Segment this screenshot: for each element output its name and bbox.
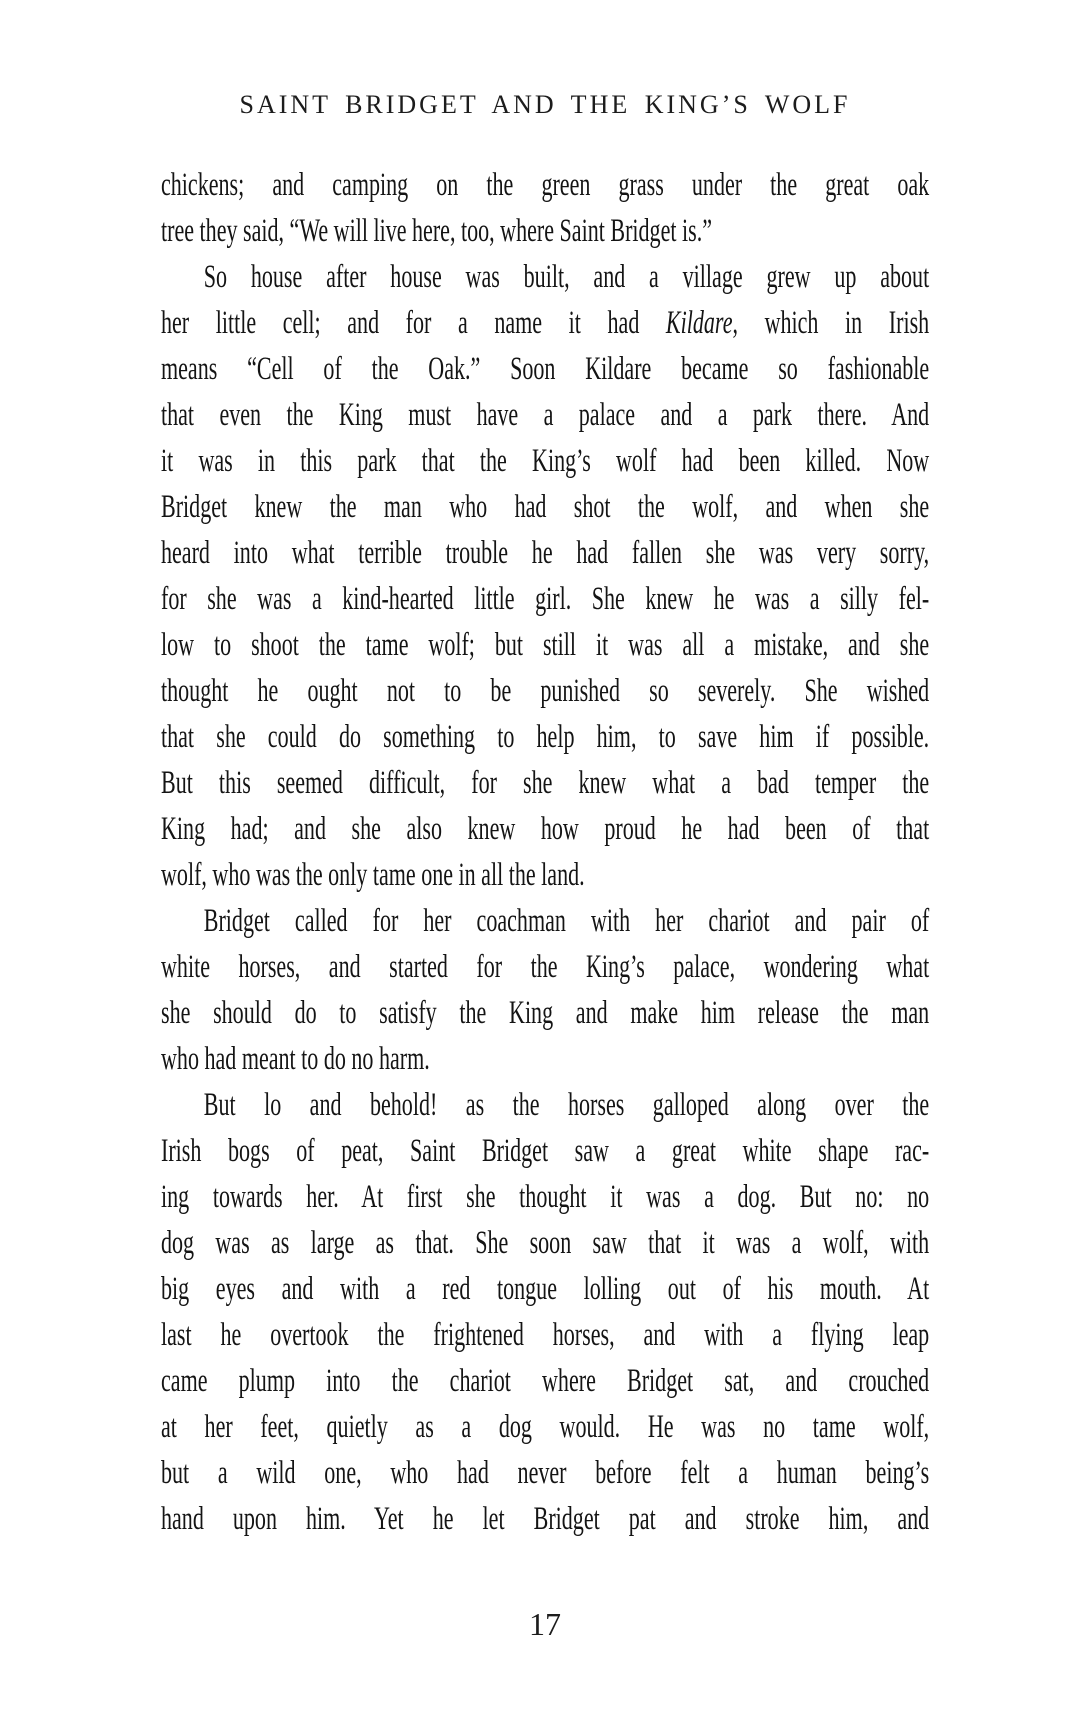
page-number: 17 <box>529 1606 561 1642</box>
text-line: she should do to satisfy the King and make him release the man <box>161 995 930 1031</box>
text-line: Bridget called for her coachman with her chariot and pair of <box>203 903 930 939</box>
body-text <box>161 162 929 1542</box>
text-line: that she could do something to help him, to save him if possible. <box>161 719 930 755</box>
text-line: wolf, who was the only tame one in all the land. <box>161 857 585 893</box>
text-line: Irish bogs of peat, Saint Bridget saw a great white shape rac- <box>161 1133 930 1169</box>
running-head: SAINT BRIDGET AND THE KING’S WOLF <box>239 90 851 119</box>
text-line: white horses, and started for the King’s palace, wondering what <box>161 949 930 985</box>
text-line: But this seemed difficult, for she knew what a bad temper the <box>161 765 930 801</box>
text-line: chickens; and camping on the green grass under the great oak <box>161 167 930 203</box>
text-line: for she was a kind-hearted little girl. She knew he was a silly fel- <box>161 581 930 617</box>
text-line: last he overtook the frightened horses, and with a flying leap <box>161 1317 930 1353</box>
text-line: dog was as large as that. She soon saw that it was a wolf, with <box>161 1225 930 1261</box>
text-line: King had; and she also knew how proud he had been of that <box>161 811 930 847</box>
text-line: at her feet, quietly as a dog would. He was no tame wolf, <box>161 1409 930 1445</box>
text-line: Bridget knew the man who had shot the wolf, and when she <box>161 489 930 525</box>
text-line: So house after house was built, and a village grew up about <box>203 259 930 295</box>
text-line: hand upon him. Yet he let Bridget pat and stroke him, and <box>161 1501 930 1537</box>
text-line: low to shoot the tame wolf; but still it was all a mistake, and she <box>161 627 930 663</box>
text-line: means “Cell of the Oak.” Soon Kildare became so fashionable <box>161 351 930 387</box>
text-line: that even the King must have a palace and a park there. And <box>161 397 930 433</box>
text-line: came plump into the chariot where Bridget sat, and crouched <box>161 1363 930 1399</box>
text-line: her little cell; and for a name it had Kildare, which in Irish <box>161 305 930 341</box>
text-line: but a wild one, who had never before felt a human being’s <box>161 1455 930 1491</box>
text-line: ing towards her. At first she thought it was a dog. But no: no <box>161 1179 930 1215</box>
text-line: heard into what terrible trouble he had fallen she was very sorry, <box>161 535 930 571</box>
text-line: it was in this park that the King’s wolf had been killed. Now <box>161 443 930 479</box>
text-line: big eyes and with a red tongue lolling out of his mouth. At <box>161 1271 930 1307</box>
text-line: But lo and behold! as the horses galloped along over the <box>203 1087 930 1123</box>
text-line: who had meant to do no harm. <box>161 1041 430 1077</box>
text-line: tree they said, “We will live here, too, where Saint Bridget is.” <box>161 213 712 249</box>
text-line: thought he ought not to be punished so severely. She wished <box>161 673 930 709</box>
